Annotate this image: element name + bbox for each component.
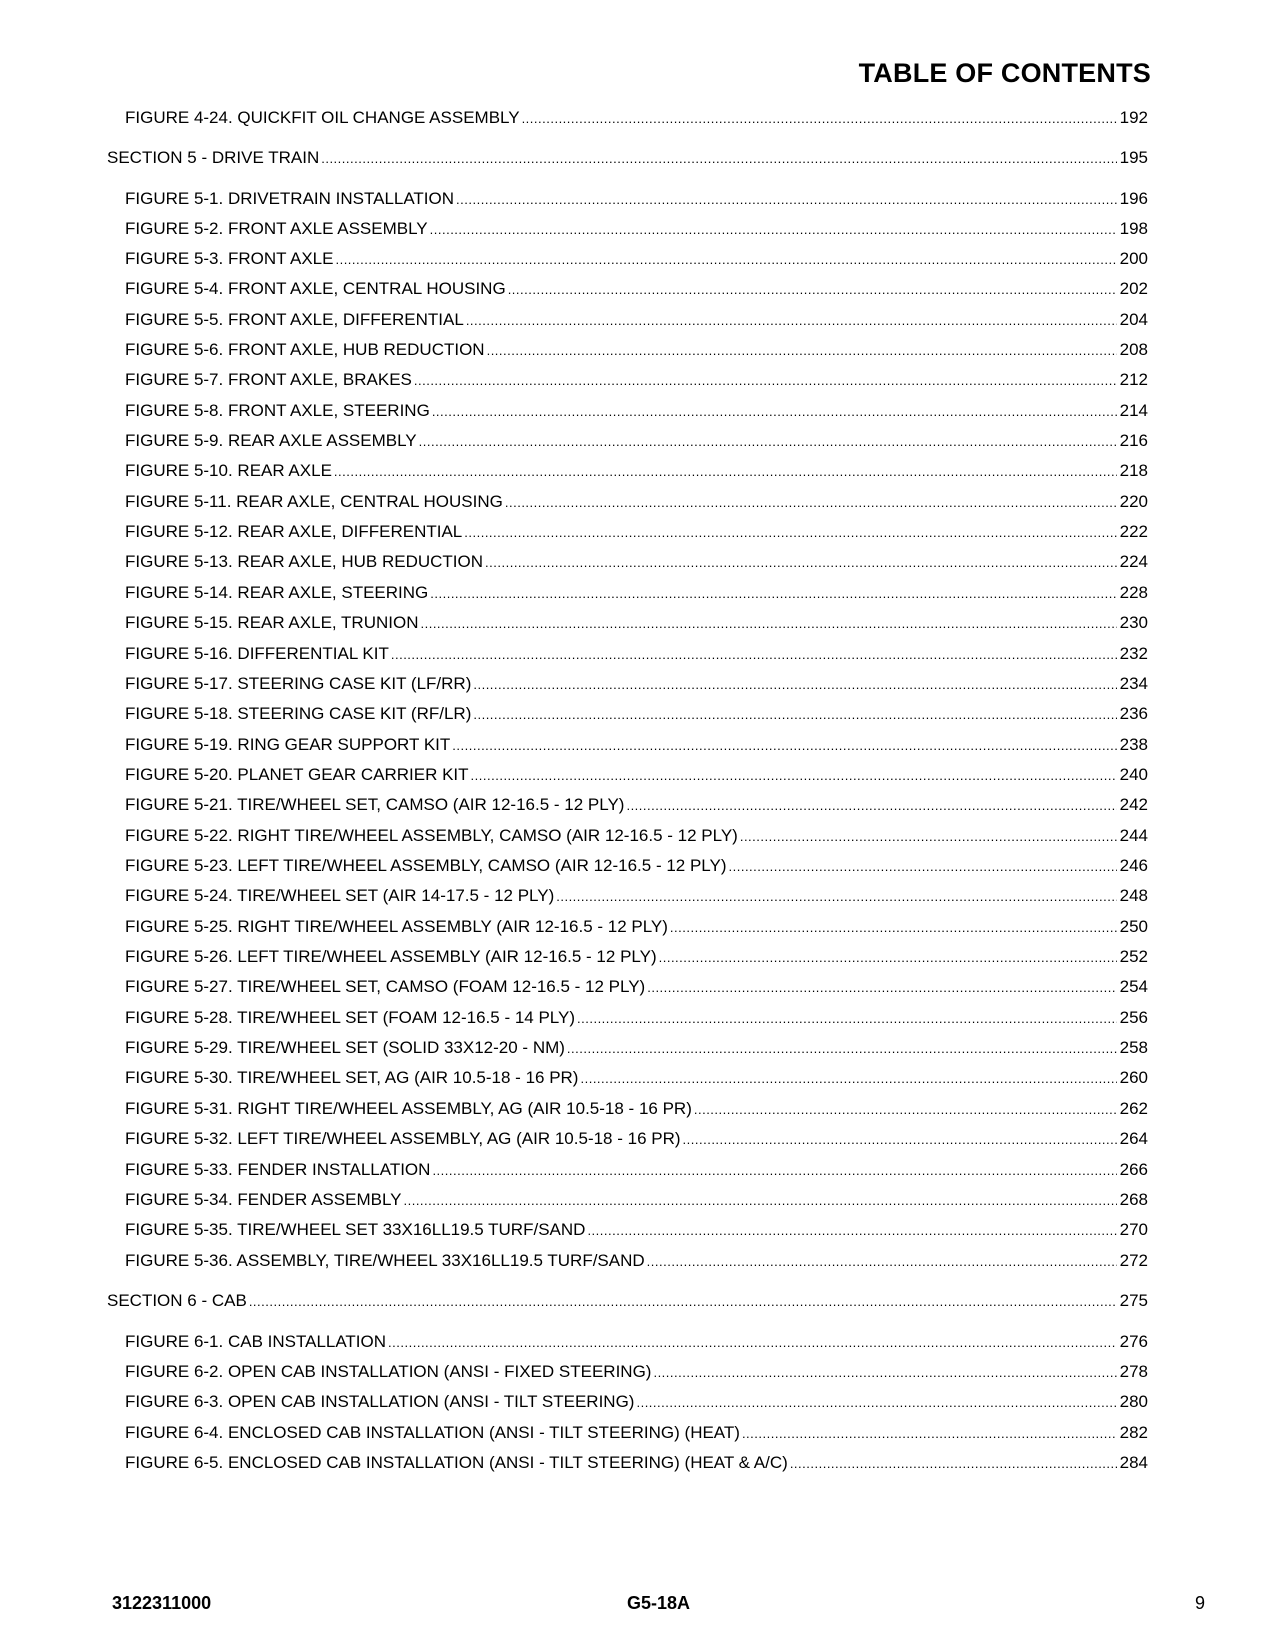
toc-entry-page: 282 xyxy=(1119,1423,1148,1442)
toc-figure-entry[interactable] xyxy=(125,310,1148,331)
page-number: 9 xyxy=(1194,1593,1205,1613)
toc-entry-label: FIGURE 5-9. REAR AXLE ASSEMBLY xyxy=(125,431,417,450)
toc-entry-page: 236 xyxy=(1119,704,1148,723)
toc-entry-label: FIGURE 5-17. STEERING CASE KIT (LF/RR) xyxy=(125,674,472,693)
toc-figure-entry[interactable] xyxy=(125,1008,1148,1029)
toc-entry-label: FIGURE 6-1. CAB INSTALLATION xyxy=(125,1332,387,1351)
toc-entry-label: FIGURE 5-1. DRIVETRAIN INSTALLATION xyxy=(125,189,455,208)
toc-entry-label: FIGURE 5-11. REAR AXLE, CENTRAL HOUSING xyxy=(125,492,503,511)
toc-entry-page: 248 xyxy=(1119,886,1148,905)
dot-leader xyxy=(403,1191,1116,1211)
toc-entry-page: 202 xyxy=(1119,279,1148,298)
toc-figure-entry[interactable] xyxy=(125,279,1148,300)
dot-leader xyxy=(659,948,1117,968)
toc-figure-entry[interactable] xyxy=(125,826,1148,847)
toc-entry-page: 230 xyxy=(1119,613,1148,632)
toc-entry-label: FIGURE 5-2. FRONT AXLE ASSEMBLY xyxy=(125,219,428,238)
toc-figure-entry[interactable] xyxy=(125,492,1148,513)
toc-figure-entry[interactable] xyxy=(125,1220,1148,1241)
dot-leader xyxy=(508,280,1117,300)
toc-entry-label: FIGURE 5-12. REAR AXLE, DIFFERENTIAL xyxy=(125,522,463,541)
toc-figure-entry[interactable] xyxy=(125,583,1148,604)
dot-leader xyxy=(626,796,1116,816)
toc-entry-page: 278 xyxy=(1119,1362,1148,1381)
dot-leader xyxy=(432,402,1117,422)
toc-entry-page: 214 xyxy=(1119,401,1148,420)
toc-figure-entry[interactable] xyxy=(125,765,1148,786)
toc-entry-label: FIGURE 5-15. REAR AXLE, TRUNION xyxy=(125,613,419,632)
toc-entry-page: 196 xyxy=(1119,189,1148,208)
toc-entry-page: 234 xyxy=(1119,674,1148,693)
toc-entry-page: 262 xyxy=(1119,1099,1148,1118)
toc-figure-entry[interactable] xyxy=(125,431,1148,452)
toc-entry-page: 232 xyxy=(1119,644,1148,663)
dot-leader xyxy=(321,149,1116,169)
toc-entry-label: FIGURE 5-16. DIFFERENTIAL KIT xyxy=(125,644,389,663)
dot-leader xyxy=(742,1424,1117,1444)
toc-entry-label: FIGURE 5-33. FENDER INSTALLATION xyxy=(125,1160,431,1179)
toc-figure-entry[interactable] xyxy=(125,1362,1148,1383)
toc-entry-page: 270 xyxy=(1119,1220,1148,1239)
toc-figure-entry[interactable] xyxy=(125,1392,1148,1413)
dot-leader xyxy=(464,523,1116,543)
dot-leader xyxy=(485,553,1117,573)
model-name: G5-18A xyxy=(626,1593,691,1613)
toc-entry-page: 266 xyxy=(1119,1160,1148,1179)
toc-entry-label: FIGURE 5-23. LEFT TIRE/WHEEL ASSEMBLY, CAMSO (AIR 12-16.5 - 12 PLY) xyxy=(125,856,727,875)
toc-entry-label: SECTION 5 - DRIVE TRAIN xyxy=(107,148,320,167)
toc-figure-entry[interactable] xyxy=(125,613,1148,634)
toc-figure-entry[interactable] xyxy=(125,795,1148,816)
toc-entry-label: FIGURE 5-3. FRONT AXLE xyxy=(125,249,334,268)
dot-leader xyxy=(249,1292,1117,1312)
toc-entry-label: FIGURE 6-2. OPEN CAB INSTALLATION (ANSI - FIXED STEERING) xyxy=(125,1362,652,1381)
dot-leader xyxy=(647,1252,1117,1272)
dot-leader xyxy=(466,311,1117,331)
page-footer xyxy=(112,1593,1205,1617)
toc-figure-entry[interactable] xyxy=(125,370,1148,391)
toc-entry-page: 224 xyxy=(1119,552,1148,571)
toc-entry-page: 258 xyxy=(1119,1038,1148,1057)
toc-entry-page: 240 xyxy=(1119,765,1148,784)
toc-figure-entry[interactable] xyxy=(125,552,1148,573)
toc-figure-entry[interactable] xyxy=(125,1190,1148,1211)
dot-leader xyxy=(505,493,1117,513)
dot-leader xyxy=(580,1069,1116,1089)
toc-entry-page: 246 xyxy=(1119,856,1148,875)
toc-entry-page: 218 xyxy=(1119,461,1148,480)
toc-figure-entry[interactable] xyxy=(125,189,1148,210)
toc-figure-entry[interactable] xyxy=(125,1068,1148,1089)
toc-entry-page: 208 xyxy=(1119,340,1148,359)
toc-entry-page: 268 xyxy=(1119,1190,1148,1209)
dot-leader xyxy=(567,1039,1117,1059)
toc-figure-entry[interactable] xyxy=(125,977,1148,998)
dot-leader xyxy=(487,341,1117,361)
toc-entry-label: FIGURE 4-24. QUICKFIT OIL CHANGE ASSEMBLY xyxy=(125,108,520,127)
toc-entry-page: 254 xyxy=(1119,977,1148,996)
toc-section-entry[interactable] xyxy=(107,148,1148,169)
page-title: TABLE OF CONTENTS xyxy=(858,58,1151,88)
toc-entry-page: 272 xyxy=(1119,1251,1148,1270)
toc-figure-entry[interactable] xyxy=(125,1332,1148,1353)
toc-entry-label: FIGURE 5-20. PLANET GEAR CARRIER KIT xyxy=(125,765,469,784)
toc-entry-page: 228 xyxy=(1119,583,1148,602)
toc-entry-page: 260 xyxy=(1119,1068,1148,1087)
dot-leader xyxy=(653,1363,1116,1383)
toc-entry-label: FIGURE 5-34. FENDER ASSEMBLY xyxy=(125,1190,402,1209)
toc-figure-entry[interactable] xyxy=(125,1129,1148,1150)
toc-entry-page: 195 xyxy=(1119,148,1148,167)
toc-figure-entry[interactable] xyxy=(125,1423,1148,1444)
toc-figure-entry[interactable] xyxy=(125,674,1148,695)
toc-entry-label: FIGURE 5-24. TIRE/WHEEL SET (AIR 14-17.5 - 12 PLY) xyxy=(125,886,555,905)
toc-figure-entry[interactable] xyxy=(125,856,1148,877)
toc-figure-entry[interactable] xyxy=(125,1251,1148,1272)
document-number: 3122311000 xyxy=(112,1593,212,1613)
toc-section-entry[interactable] xyxy=(107,1291,1148,1312)
dot-leader xyxy=(391,645,1117,665)
dot-leader xyxy=(388,1333,1117,1353)
toc-figure-entry[interactable] xyxy=(125,735,1148,756)
toc-entry-label: FIGURE 5-5. FRONT AXLE, DIFFERENTIAL xyxy=(125,310,464,329)
toc-entry-page: 284 xyxy=(1119,1453,1148,1472)
toc-entry-page: 198 xyxy=(1119,219,1148,238)
dot-leader xyxy=(683,1130,1117,1150)
toc-figure-entry[interactable] xyxy=(125,1038,1148,1059)
toc-figure-entry[interactable] xyxy=(125,401,1148,422)
toc-entry-label: FIGURE 6-3. OPEN CAB INSTALLATION (ANSI - TILT STEERING) xyxy=(125,1392,635,1411)
dot-leader xyxy=(647,978,1116,998)
toc-entry-label: FIGURE 5-26. LEFT TIRE/WHEEL ASSEMBLY (AIR 12-16.5 - 12 PLY) xyxy=(125,947,657,966)
dot-leader xyxy=(430,584,1116,604)
dot-leader xyxy=(432,1161,1116,1181)
toc-figure-entry[interactable] xyxy=(125,917,1148,938)
toc-entry-label: FIGURE 6-4. ENCLOSED CAB INSTALLATION (ANSI - TILT STEERING) (HEAT) xyxy=(125,1423,740,1442)
dot-leader xyxy=(473,705,1116,725)
toc-entry-page: 250 xyxy=(1119,917,1148,936)
toc-entry-label: FIGURE 5-8. FRONT AXLE, STEERING xyxy=(125,401,430,420)
toc-entry-label: FIGURE 5-4. FRONT AXLE, CENTRAL HOUSING xyxy=(125,279,506,298)
dot-leader xyxy=(587,1221,1116,1241)
toc-entry-page: 252 xyxy=(1119,947,1148,966)
toc-entry-page: 280 xyxy=(1119,1392,1148,1411)
toc-entry-label: FIGURE 5-22. RIGHT TIRE/WHEEL ASSEMBLY, CAMSO (AIR 12-16.5 - 12 PLY) xyxy=(125,826,738,845)
dot-leader xyxy=(430,220,1117,240)
dot-leader xyxy=(420,614,1116,634)
dot-leader xyxy=(419,432,1117,452)
toc-entry-label: FIGURE 5-14. REAR AXLE, STEERING xyxy=(125,583,429,602)
toc-figure-entry[interactable] xyxy=(125,522,1148,543)
toc-entry-page: 276 xyxy=(1119,1332,1148,1351)
dot-leader xyxy=(740,827,1117,847)
toc-entry-page: 212 xyxy=(1119,370,1148,389)
toc-figure-entry[interactable] xyxy=(125,704,1148,725)
toc-entry-page: 216 xyxy=(1119,431,1148,450)
dot-leader xyxy=(790,1454,1117,1474)
toc-entry-label: FIGURE 5-25. RIGHT TIRE/WHEEL ASSEMBLY (AIR 12-16.5 - 12 PLY) xyxy=(125,917,668,936)
toc-figure-entry[interactable] xyxy=(125,461,1148,482)
dot-leader xyxy=(456,190,1117,210)
toc-entry-page: 264 xyxy=(1119,1129,1148,1148)
toc-entry-label: FIGURE 5-21. TIRE/WHEEL SET, CAMSO (AIR 12-16.5 - 12 PLY) xyxy=(125,795,625,814)
dot-leader xyxy=(452,736,1116,756)
toc-entry-label: FIGURE 5-32. LEFT TIRE/WHEEL ASSEMBLY, AG (AIR 10.5-18 - 16 PR) xyxy=(125,1129,681,1148)
toc-figure-entry[interactable] xyxy=(125,1453,1148,1474)
dot-leader xyxy=(414,371,1117,391)
toc-figure-entry[interactable] xyxy=(125,249,1148,270)
dot-leader xyxy=(577,1009,1117,1029)
toc-entry-page: 222 xyxy=(1119,522,1148,541)
dot-leader xyxy=(335,250,1116,270)
toc-entry-page: 220 xyxy=(1119,492,1148,511)
toc-entry-label: FIGURE 5-6. FRONT AXLE, HUB REDUCTION xyxy=(125,340,485,359)
toc-figure-entry[interactable] xyxy=(125,1099,1148,1120)
toc-entry-page: 244 xyxy=(1119,826,1148,845)
toc-entry-page: 275 xyxy=(1119,1291,1148,1310)
toc-entry-label: FIGURE 5-35. TIRE/WHEEL SET 33X16LL19.5 TURF/SAND xyxy=(125,1220,586,1239)
dot-leader xyxy=(473,675,1116,695)
toc-entry-label: FIGURE 6-5. ENCLOSED CAB INSTALLATION (ANSI - TILT STEERING) (HEAT & A/C) xyxy=(125,1453,788,1472)
toc-entry-page: 238 xyxy=(1119,735,1148,754)
dot-leader xyxy=(670,918,1117,938)
dot-leader xyxy=(471,766,1117,786)
toc-entry-label: FIGURE 5-31. RIGHT TIRE/WHEEL ASSEMBLY, AG (AIR 10.5-18 - 16 PR) xyxy=(125,1099,692,1118)
toc-figure-entry[interactable] xyxy=(125,108,1148,129)
toc-entry-label: FIGURE 5-30. TIRE/WHEEL SET, AG (AIR 10.5-18 - 16 PR) xyxy=(125,1068,579,1087)
dot-leader xyxy=(522,109,1117,129)
dot-leader xyxy=(694,1100,1117,1120)
toc-figure-entry[interactable] xyxy=(125,947,1148,968)
toc-figure-entry[interactable] xyxy=(125,644,1148,665)
toc-entry-page: 256 xyxy=(1119,1008,1148,1027)
dot-leader xyxy=(556,887,1116,907)
toc-figure-entry[interactable] xyxy=(125,340,1148,361)
toc-entry-label: FIGURE 5-13. REAR AXLE, HUB REDUCTION xyxy=(125,552,484,571)
toc-figure-entry[interactable] xyxy=(125,219,1148,240)
toc-entry-label: FIGURE 5-7. FRONT AXLE, BRAKES xyxy=(125,370,412,389)
toc-entry-page: 192 xyxy=(1119,108,1148,127)
toc-entry-label: FIGURE 5-18. STEERING CASE KIT (RF/LR) xyxy=(125,704,472,723)
toc-figure-entry[interactable] xyxy=(125,1160,1148,1181)
toc-entry-page: 204 xyxy=(1119,310,1148,329)
toc-entry-label: FIGURE 5-19. RING GEAR SUPPORT KIT xyxy=(125,735,451,754)
toc-entry-label: FIGURE 5-29. TIRE/WHEEL SET (SOLID 33X12-20 - NM) xyxy=(125,1038,565,1057)
dot-leader xyxy=(636,1393,1116,1413)
toc-figure-entry[interactable] xyxy=(125,886,1148,907)
toc-entry-label: FIGURE 5-28. TIRE/WHEEL SET (FOAM 12-16.5 - 14 PLY) xyxy=(125,1008,576,1027)
dot-leader xyxy=(729,857,1117,877)
toc-entry-label: FIGURE 5-36. ASSEMBLY, TIRE/WHEEL 33X16LL19.5 TURF/SAND xyxy=(125,1251,645,1270)
toc-entry-label: FIGURE 5-10. REAR AXLE xyxy=(125,461,332,480)
toc-entry-page: 200 xyxy=(1119,249,1148,268)
toc-entry-label: FIGURE 5-27. TIRE/WHEEL SET, CAMSO (FOAM 12-16.5 - 12 PLY) xyxy=(125,977,646,996)
dot-leader xyxy=(334,462,1117,482)
toc-entry-label: SECTION 6 - CAB xyxy=(107,1291,247,1310)
toc-entry-page: 242 xyxy=(1119,795,1148,814)
